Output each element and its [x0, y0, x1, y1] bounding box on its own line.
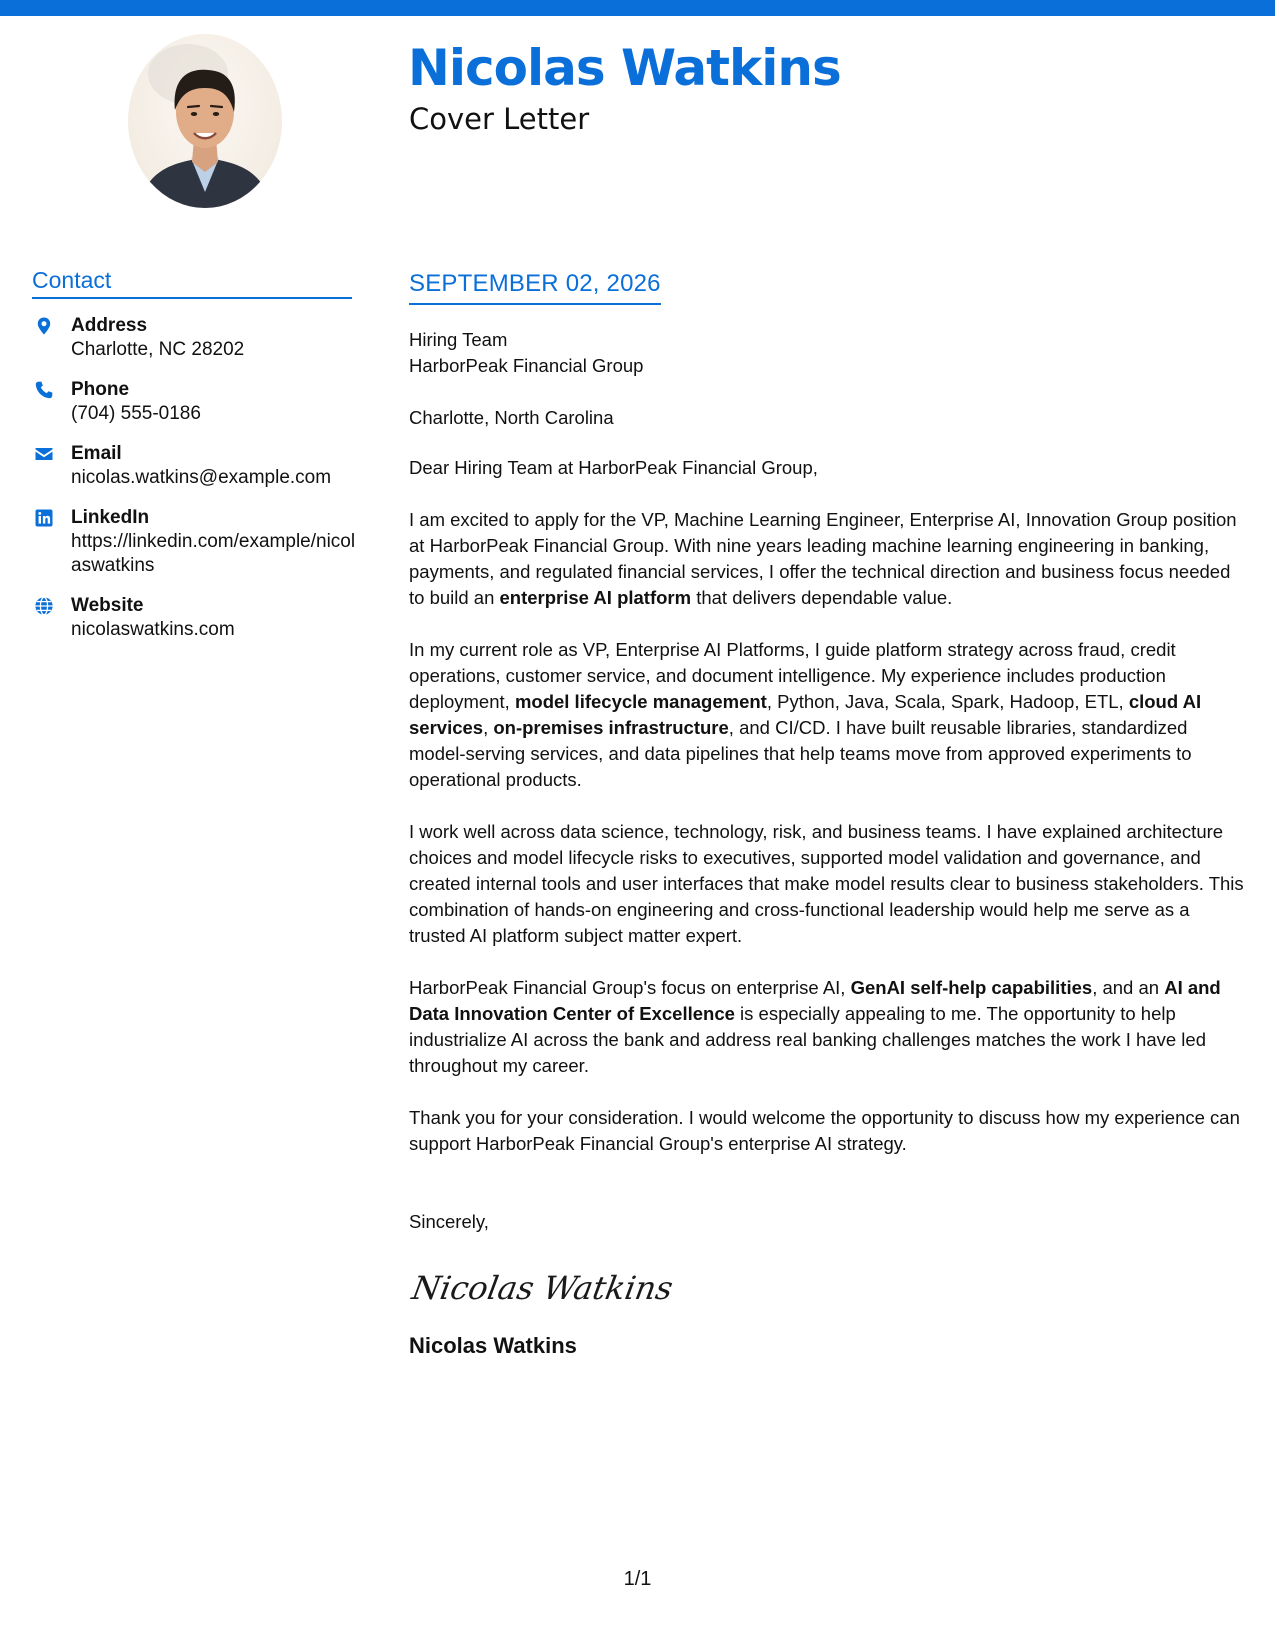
contact-phone — [32, 377, 352, 426]
contact-value: (704) 555-0186 — [71, 403, 201, 424]
recipient-line: Charlotte, North Carolina — [409, 407, 614, 428]
letter-paragraph — [409, 975, 1249, 1079]
globe-icon — [34, 596, 54, 616]
contact-label: Website — [71, 595, 144, 616]
letter-paragraphs — [409, 507, 1249, 1157]
contact-label: LinkedIn — [71, 507, 150, 528]
letter-date: SEPTEMBER 02, 2026 — [409, 270, 661, 305]
bold-phrase: GenAI self-help capabilities — [850, 977, 1093, 998]
letter-paragraph — [409, 819, 1249, 949]
text-run: Thank you for your consideration. I would welcome the opportunity to discuss how my experience can support HarborPeak Financial Group's enterprise AI strategy. — [409, 1107, 1240, 1154]
recipient-line: HarborPeak Financial Group — [409, 355, 644, 376]
signature-text: Nicolas Watkins — [409, 1269, 676, 1307]
signed-name: Nicolas Watkins — [409, 1333, 577, 1358]
map-pin-icon — [34, 316, 54, 336]
contact-label: Phone — [71, 379, 130, 400]
page-number: 1/1 — [623, 1568, 652, 1590]
bold-phrase: cloud AI services — [409, 691, 1202, 738]
letter-paragraph — [409, 1105, 1249, 1157]
text-run: , — [483, 717, 494, 738]
contact-linkedin — [32, 505, 356, 578]
greeting: Dear Hiring Team at HarborPeak Financial Group, — [409, 457, 818, 478]
bold-phrase: model lifecycle management — [514, 691, 767, 712]
text-run: , Python, Java, Scala, Spark, Hadoop, ETL, — [766, 691, 1129, 712]
contact-value: Charlotte, NC 28202 — [71, 339, 245, 360]
contact-value[interactable]: https://linkedin.com/example/nicolaswatkins — [71, 531, 356, 576]
contact-list — [32, 313, 356, 642]
contact-label: Address — [71, 315, 148, 336]
text-run: In my current role as VP, Enterprise AI Platforms, I guide platform strategy across fraud, credit operations, customer service, and document intelligence. My experience includes production deployment, — [409, 639, 1176, 712]
candidate-name: Nicolas Watkins — [408, 39, 841, 97]
text-run: HarborPeak Financial Group's focus on enterprise AI, — [409, 977, 851, 998]
letter-body — [409, 270, 1249, 1359]
letter-paragraph — [409, 637, 1249, 793]
top-accent-bar — [0, 0, 1275, 16]
contact-email — [32, 441, 352, 490]
text-run: is especially appealing to me. The opportunity to help industrialize AI across the bank and address real banking challenges matches the work I have led throughout my career. — [409, 1003, 1206, 1076]
phone-icon — [34, 380, 54, 400]
contact-value[interactable]: nicolaswatkins.com — [71, 619, 235, 640]
contact-heading: Contact — [32, 267, 352, 299]
bold-phrase: enterprise AI platform — [499, 587, 692, 608]
contact-address — [32, 313, 352, 362]
text-run: , and CI/CD. I have built reusable libraries, standardized model-serving services, and data pipelines that help teams move from approved experiments to operational products. — [409, 717, 1192, 790]
bold-phrase: on-premises infrastructure — [493, 717, 729, 738]
recipient-line: Hiring Team — [409, 329, 508, 350]
letter-paragraph — [409, 507, 1249, 611]
bold-phrase: AI and Data Innovation Center of Excellence — [409, 977, 1221, 1024]
document-subtitle: Cover Letter — [409, 102, 590, 136]
profile-photo — [128, 34, 282, 208]
text-run: that delivers dependable value. — [691, 587, 953, 608]
contact-label: Email — [71, 443, 122, 464]
text-run: I am excited to apply for the VP, Machine Learning Engineer, Enterprise AI, Innovation Group position at HarborPeak Financial Group. With nine years leading machine learning engineering in banking, payments, and regulated financial services, I offer the technical direction and business focus needed to build an — [409, 509, 1237, 608]
contact-website — [32, 593, 352, 642]
recipient-block — [409, 327, 1249, 431]
signature-image — [409, 1263, 1249, 1309]
text-run: I work well across data science, technology, risk, and business teams. I have explained architecture choices and model lifecycle risks to executives, supported model validation and governance, and created internal tools and user interfaces that make model results clear to business stakeholders. This combination of hands-on engineering and cross-functional leadership would help me serve as a trusted AI platform subject matter expert. — [409, 821, 1244, 946]
text-run: , and an — [1092, 977, 1165, 998]
contact-value[interactable]: nicolas.watkins@example.com — [71, 467, 332, 488]
linkedin-icon — [34, 508, 54, 528]
envelope-icon — [34, 444, 54, 464]
contact-sidebar — [32, 267, 356, 657]
closing: Sincerely, — [409, 1211, 489, 1232]
